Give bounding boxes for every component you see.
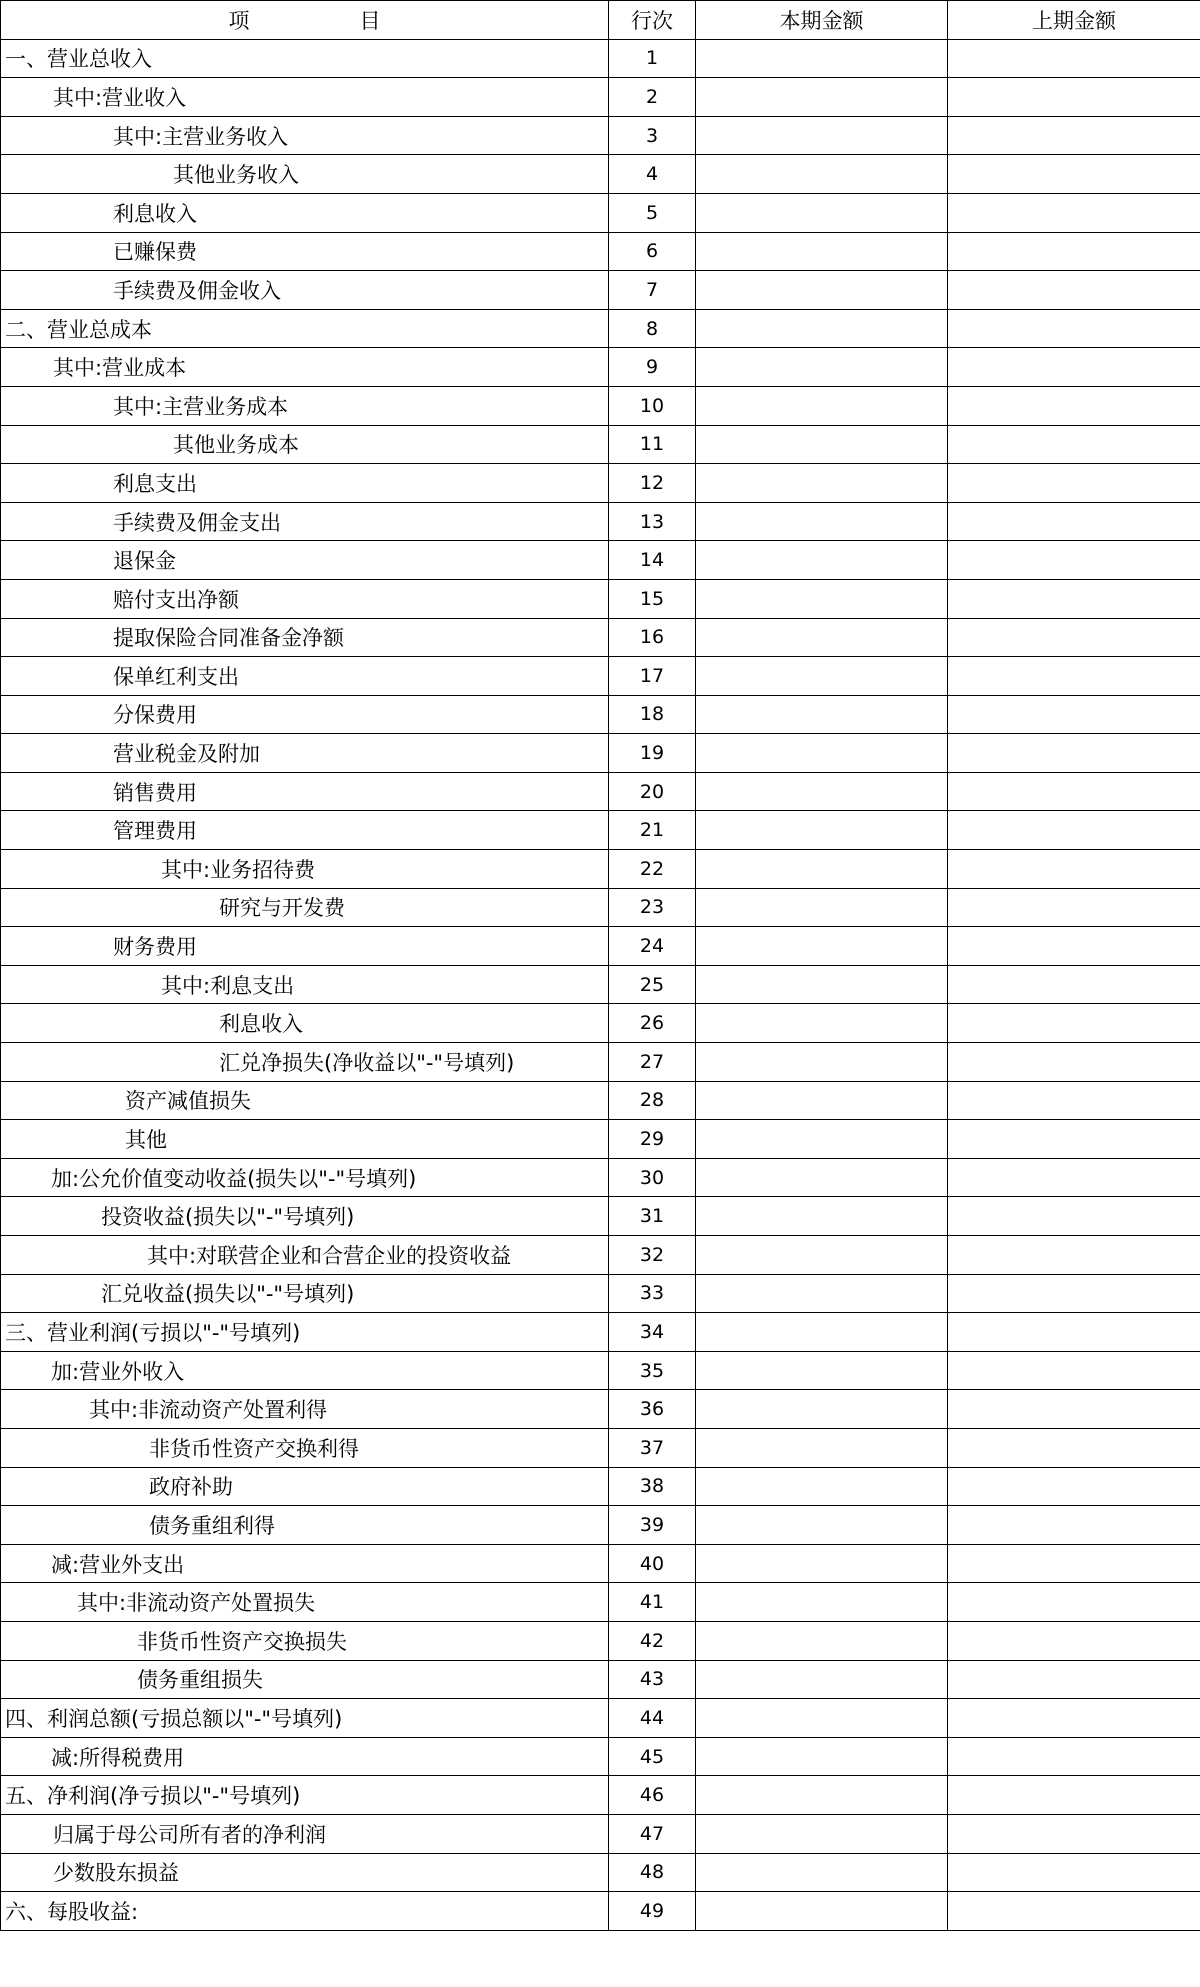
table-row (1, 1583, 1200, 1622)
row-item-label: 其中:营业成本 (1, 348, 609, 387)
row-current-amount[interactable] (696, 1390, 948, 1429)
row-item-label: 利息支出 (1, 464, 609, 503)
header-item-right: 目 (359, 8, 381, 33)
row-item-label: 管理费用 (1, 811, 609, 850)
row-current-amount[interactable] (696, 309, 948, 348)
table-row (1, 1351, 1200, 1390)
row-current-amount[interactable] (696, 1428, 948, 1467)
row-current-amount[interactable] (696, 1660, 948, 1699)
row-prior-amount[interactable] (948, 271, 1200, 310)
row-line-no: 23 (609, 888, 696, 927)
row-line-no: 17 (609, 657, 696, 696)
table-row (1, 1660, 1200, 1699)
table-row (1, 116, 1200, 155)
row-prior-amount[interactable] (948, 1814, 1200, 1853)
row-prior-amount[interactable] (948, 425, 1200, 464)
row-current-amount[interactable] (696, 193, 948, 232)
row-item-label: 其中:利息支出 (1, 965, 609, 1004)
row-line-no: 46 (609, 1776, 696, 1815)
row-prior-amount[interactable] (948, 309, 1200, 348)
table-row (1, 1197, 1200, 1236)
row-item-label: 五、净利润(净亏损以"-"号填列) (1, 1776, 609, 1815)
row-item-label: 其中:非流动资产处置利得 (1, 1390, 609, 1429)
row-line-no: 27 (609, 1043, 696, 1082)
row-item-label: 已赚保费 (1, 232, 609, 271)
row-current-amount[interactable] (696, 579, 948, 618)
table-row (1, 811, 1200, 850)
row-line-no: 15 (609, 579, 696, 618)
table-row (1, 193, 1200, 232)
table-row (1, 888, 1200, 927)
row-current-amount[interactable] (696, 1737, 948, 1776)
row-item-label: 其中:非流动资产处置损失 (1, 1583, 609, 1622)
row-item-label: 债务重组利得 (1, 1506, 609, 1545)
row-prior-amount[interactable] (948, 1544, 1200, 1583)
row-current-amount[interactable] (696, 541, 948, 580)
row-prior-amount[interactable] (948, 39, 1200, 78)
row-current-amount[interactable] (696, 425, 948, 464)
table-row (1, 1158, 1200, 1197)
row-current-amount[interactable] (696, 1236, 948, 1275)
row-prior-amount[interactable] (948, 657, 1200, 696)
table-row (1, 579, 1200, 618)
row-line-no: 30 (609, 1158, 696, 1197)
table-row (1, 965, 1200, 1004)
row-prior-amount[interactable] (948, 811, 1200, 850)
row-item-label: 其中:主营业务成本 (1, 386, 609, 425)
row-item-label: 资产减值损失 (1, 1081, 609, 1120)
row-prior-amount[interactable] (948, 965, 1200, 1004)
row-line-no: 5 (609, 193, 696, 232)
row-line-no: 28 (609, 1081, 696, 1120)
row-line-no: 31 (609, 1197, 696, 1236)
row-current-amount[interactable] (696, 464, 948, 503)
row-item-label: 赔付支出净额 (1, 579, 609, 618)
table-row (1, 1390, 1200, 1429)
row-current-amount[interactable] (696, 927, 948, 966)
row-item-label: 非货币性资产交换利得 (1, 1428, 609, 1467)
row-line-no: 3 (609, 116, 696, 155)
table-row (1, 78, 1200, 117)
table-row (1, 232, 1200, 271)
table-row (1, 348, 1200, 387)
row-line-no: 36 (609, 1390, 696, 1429)
row-prior-amount[interactable] (948, 772, 1200, 811)
row-current-amount[interactable] (696, 1120, 948, 1159)
row-current-amount[interactable] (696, 1583, 948, 1622)
row-item-label: 减:所得税费用 (1, 1737, 609, 1776)
row-prior-amount[interactable] (948, 1428, 1200, 1467)
row-item-label: 少数股东损益 (1, 1853, 609, 1892)
row-item-label: 其中:主营业务收入 (1, 116, 609, 155)
row-prior-amount[interactable] (948, 1737, 1200, 1776)
row-current-amount[interactable] (696, 271, 948, 310)
table-row (1, 1428, 1200, 1467)
row-line-no: 4 (609, 155, 696, 194)
row-line-no: 22 (609, 850, 696, 889)
table-row (1, 1274, 1200, 1313)
row-line-no: 24 (609, 927, 696, 966)
row-current-amount[interactable] (696, 386, 948, 425)
row-current-amount[interactable] (696, 1892, 948, 1931)
table-row (1, 155, 1200, 194)
row-prior-amount[interactable] (948, 1776, 1200, 1815)
row-prior-amount[interactable] (948, 850, 1200, 889)
row-prior-amount[interactable] (948, 618, 1200, 657)
table-row (1, 1043, 1200, 1082)
row-current-amount[interactable] (696, 1699, 948, 1738)
row-prior-amount[interactable] (948, 1699, 1200, 1738)
table-row (1, 850, 1200, 889)
row-prior-amount[interactable] (948, 1621, 1200, 1660)
table-row (1, 541, 1200, 580)
row-line-no: 32 (609, 1236, 696, 1275)
row-line-no: 13 (609, 502, 696, 541)
row-line-no: 39 (609, 1506, 696, 1545)
row-item-label: 保单红利支出 (1, 657, 609, 696)
row-prior-amount[interactable] (948, 1506, 1200, 1545)
header-row (1, 1, 1200, 40)
row-line-no: 16 (609, 618, 696, 657)
row-line-no: 34 (609, 1313, 696, 1352)
row-prior-amount[interactable] (948, 155, 1200, 194)
row-line-no: 21 (609, 811, 696, 850)
row-prior-amount[interactable] (948, 116, 1200, 155)
row-current-amount[interactable] (696, 116, 948, 155)
row-item-label: 营业税金及附加 (1, 734, 609, 773)
table-row (1, 1892, 1200, 1931)
row-prior-amount[interactable] (948, 464, 1200, 503)
row-line-no: 48 (609, 1853, 696, 1892)
row-line-no: 49 (609, 1892, 696, 1931)
header-item (1, 1, 609, 40)
row-current-amount[interactable] (696, 1081, 948, 1120)
row-current-amount[interactable] (696, 348, 948, 387)
table-row (1, 1506, 1200, 1545)
row-current-amount[interactable] (696, 1158, 948, 1197)
row-current-amount[interactable] (696, 1506, 948, 1545)
header-item-left: 项 (228, 8, 250, 33)
row-line-no: 42 (609, 1621, 696, 1660)
table-row (1, 657, 1200, 696)
table-row (1, 618, 1200, 657)
row-current-amount[interactable] (696, 39, 948, 78)
row-prior-amount[interactable] (948, 1853, 1200, 1892)
row-line-no: 35 (609, 1351, 696, 1390)
row-line-no: 25 (609, 965, 696, 1004)
row-item-label: 利息收入 (1, 193, 609, 232)
row-current-amount[interactable] (696, 1776, 948, 1815)
row-line-no: 37 (609, 1428, 696, 1467)
row-prior-amount[interactable] (948, 1583, 1200, 1622)
row-current-amount[interactable] (696, 155, 948, 194)
row-line-no: 11 (609, 425, 696, 464)
row-prior-amount[interactable] (948, 1120, 1200, 1159)
row-line-no: 18 (609, 695, 696, 734)
row-current-amount[interactable] (696, 618, 948, 657)
row-current-amount[interactable] (696, 850, 948, 889)
row-current-amount[interactable] (696, 1313, 948, 1352)
table-row (1, 271, 1200, 310)
row-current-amount[interactable] (696, 1853, 948, 1892)
row-current-amount[interactable] (696, 78, 948, 117)
row-prior-amount[interactable] (948, 888, 1200, 927)
row-prior-amount[interactable] (948, 579, 1200, 618)
row-line-no: 33 (609, 1274, 696, 1313)
row-current-amount[interactable] (696, 1043, 948, 1082)
row-line-no: 8 (609, 309, 696, 348)
row-current-amount[interactable] (696, 1467, 948, 1506)
row-line-no: 43 (609, 1660, 696, 1699)
row-prior-amount[interactable] (948, 541, 1200, 580)
row-line-no: 47 (609, 1814, 696, 1853)
table-row (1, 1313, 1200, 1352)
table-row (1, 1737, 1200, 1776)
row-current-amount[interactable] (696, 1544, 948, 1583)
row-line-no: 7 (609, 271, 696, 310)
row-item-label: 汇兑净损失(净收益以"-"号填列) (1, 1043, 609, 1082)
row-current-amount[interactable] (696, 657, 948, 696)
row-prior-amount[interactable] (948, 1351, 1200, 1390)
row-item-label: 加:公允价值变动收益(损失以"-"号填列) (1, 1158, 609, 1197)
row-item-label: 汇兑收益(损失以"-"号填列) (1, 1274, 609, 1313)
row-current-amount[interactable] (696, 502, 948, 541)
row-item-label: 其中:对联营企业和合营企业的投资收益 (1, 1236, 609, 1275)
row-item-label: 研究与开发费 (1, 888, 609, 927)
row-item-label: 四、利润总额(亏损总额以"-"号填列) (1, 1699, 609, 1738)
row-item-label: 二、营业总成本 (1, 309, 609, 348)
header-current-amount: 本期金额 (696, 1, 948, 40)
row-current-amount[interactable] (696, 232, 948, 271)
row-prior-amount[interactable] (948, 1274, 1200, 1313)
table-row (1, 1544, 1200, 1583)
row-current-amount[interactable] (696, 1197, 948, 1236)
table-row (1, 425, 1200, 464)
table-row (1, 502, 1200, 541)
row-prior-amount[interactable] (948, 734, 1200, 773)
row-prior-amount[interactable] (948, 1043, 1200, 1082)
row-item-label: 政府补助 (1, 1467, 609, 1506)
row-item-label: 其他 (1, 1120, 609, 1159)
row-current-amount[interactable] (696, 1814, 948, 1853)
row-item-label: 三、营业利润(亏损以"-"号填列) (1, 1313, 609, 1352)
row-item-label: 手续费及佣金收入 (1, 271, 609, 310)
row-current-amount[interactable] (696, 888, 948, 927)
table-row (1, 1120, 1200, 1159)
row-item-label: 归属于母公司所有者的净利润 (1, 1814, 609, 1853)
table-row (1, 1621, 1200, 1660)
row-item-label: 退保金 (1, 541, 609, 580)
row-current-amount[interactable] (696, 1621, 948, 1660)
row-prior-amount[interactable] (948, 1081, 1200, 1120)
row-item-label: 六、每股收益: (1, 1892, 609, 1931)
row-current-amount[interactable] (696, 772, 948, 811)
row-line-no: 6 (609, 232, 696, 271)
row-prior-amount[interactable] (948, 1892, 1200, 1931)
row-line-no: 38 (609, 1467, 696, 1506)
row-item-label: 手续费及佣金支出 (1, 502, 609, 541)
row-prior-amount[interactable] (948, 695, 1200, 734)
row-prior-amount[interactable] (948, 1004, 1200, 1043)
row-prior-amount[interactable] (948, 78, 1200, 117)
row-item-label: 其中:业务招待费 (1, 850, 609, 889)
row-prior-amount[interactable] (948, 502, 1200, 541)
row-item-label: 分保费用 (1, 695, 609, 734)
row-prior-amount[interactable] (948, 1390, 1200, 1429)
row-line-no: 41 (609, 1583, 696, 1622)
row-item-label: 一、营业总收入 (1, 39, 609, 78)
table-row (1, 386, 1200, 425)
row-current-amount[interactable] (696, 1004, 948, 1043)
row-prior-amount[interactable] (948, 1467, 1200, 1506)
row-prior-amount[interactable] (948, 1158, 1200, 1197)
row-prior-amount[interactable] (948, 232, 1200, 271)
row-item-label: 加:营业外收入 (1, 1351, 609, 1390)
row-line-no: 9 (609, 348, 696, 387)
table-row (1, 1467, 1200, 1506)
row-current-amount[interactable] (696, 1351, 948, 1390)
table-row (1, 464, 1200, 503)
table-row (1, 1081, 1200, 1120)
row-item-label: 债务重组损失 (1, 1660, 609, 1699)
table-row (1, 927, 1200, 966)
row-prior-amount[interactable] (948, 348, 1200, 387)
row-prior-amount[interactable] (948, 927, 1200, 966)
row-current-amount[interactable] (696, 965, 948, 1004)
row-item-label: 销售费用 (1, 772, 609, 811)
row-current-amount[interactable] (696, 734, 948, 773)
row-line-no: 12 (609, 464, 696, 503)
table-row (1, 772, 1200, 811)
table-row (1, 1814, 1200, 1853)
row-line-no: 14 (609, 541, 696, 580)
row-prior-amount[interactable] (948, 1313, 1200, 1352)
table-row (1, 1004, 1200, 1043)
table-row (1, 695, 1200, 734)
table-row (1, 1236, 1200, 1275)
row-item-label: 其他业务收入 (1, 155, 609, 194)
table-row (1, 1776, 1200, 1815)
header-prior-amount: 上期金额 (948, 1, 1200, 40)
row-item-label: 其中:营业收入 (1, 78, 609, 117)
header-line-no: 行次 (609, 1, 696, 40)
row-current-amount[interactable] (696, 811, 948, 850)
row-prior-amount[interactable] (948, 1197, 1200, 1236)
row-prior-amount[interactable] (948, 1236, 1200, 1275)
row-prior-amount[interactable] (948, 1660, 1200, 1699)
table-row (1, 309, 1200, 348)
row-line-no: 29 (609, 1120, 696, 1159)
row-item-label: 其他业务成本 (1, 425, 609, 464)
row-line-no: 1 (609, 39, 696, 78)
row-item-label: 投资收益(损失以"-"号填列) (1, 1197, 609, 1236)
row-line-no: 44 (609, 1699, 696, 1738)
row-item-label: 减:营业外支出 (1, 1544, 609, 1583)
row-line-no: 19 (609, 734, 696, 773)
row-line-no: 26 (609, 1004, 696, 1043)
row-prior-amount[interactable] (948, 386, 1200, 425)
row-current-amount[interactable] (696, 1274, 948, 1313)
row-item-label: 提取保险合同准备金净额 (1, 618, 609, 657)
row-line-no: 2 (609, 78, 696, 117)
table-row (1, 1699, 1200, 1738)
table-row (1, 1853, 1200, 1892)
table-row (1, 734, 1200, 773)
row-line-no: 40 (609, 1544, 696, 1583)
row-line-no: 45 (609, 1737, 696, 1776)
row-line-no: 10 (609, 386, 696, 425)
row-prior-amount[interactable] (948, 193, 1200, 232)
row-line-no: 20 (609, 772, 696, 811)
table-row (1, 39, 1200, 78)
row-current-amount[interactable] (696, 695, 948, 734)
row-item-label: 利息收入 (1, 1004, 609, 1043)
row-item-label: 财务费用 (1, 927, 609, 966)
row-item-label: 非货币性资产交换损失 (1, 1621, 609, 1660)
